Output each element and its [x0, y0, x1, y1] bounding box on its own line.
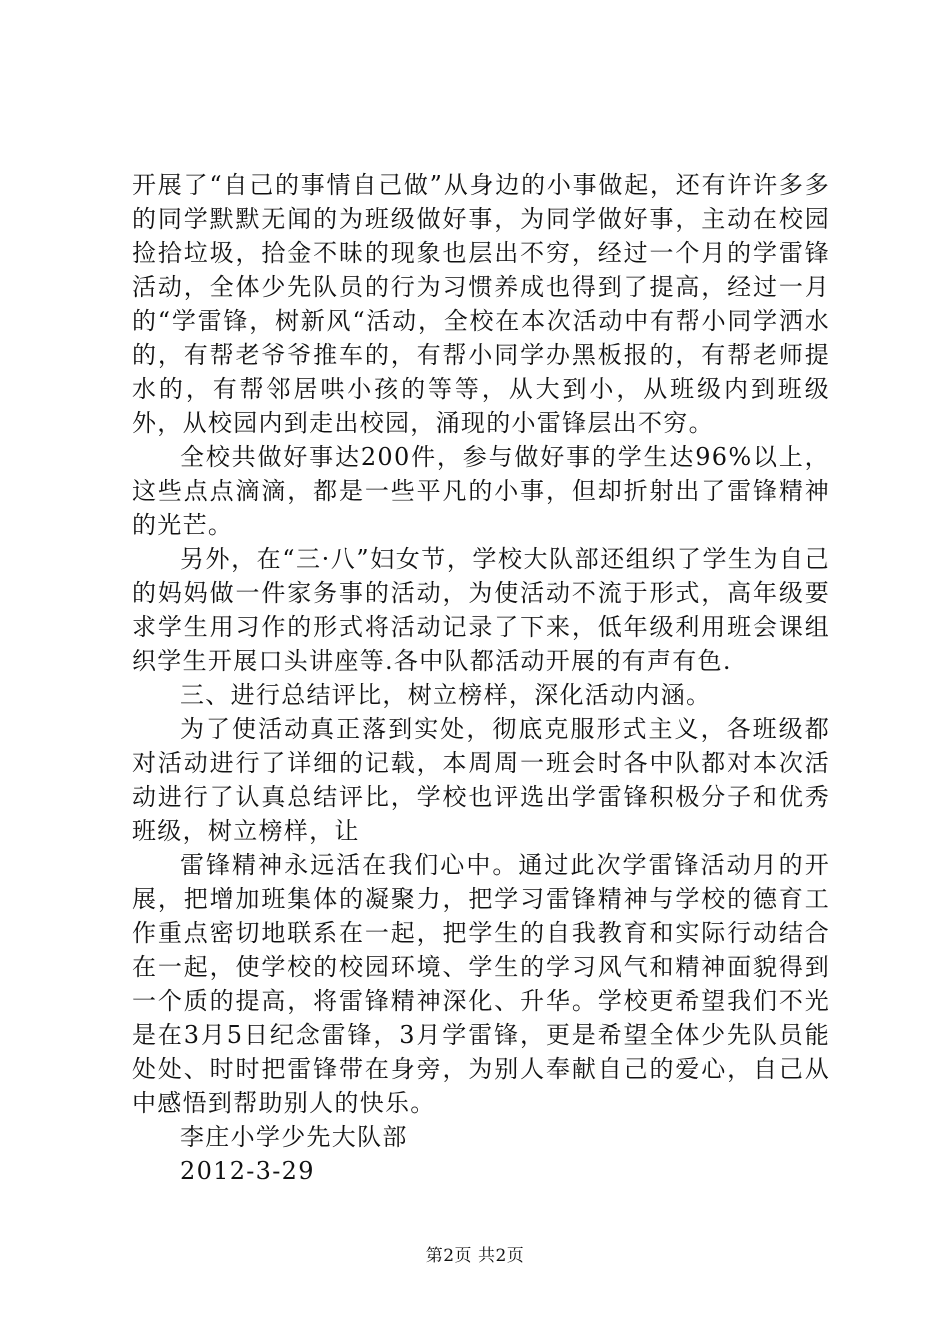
paragraph-5: 雷锋精神永远活在我们心中。通过此次学雷锋活动月的开展，把增加班集体的凝聚力，把学习雷锋精神与学校的德育工作重点密切地联系在一起，把学生的自我教育和实际行动结合在一起，使学校的校园环境、学生的学习风气和精神面貌得到一个质的提高，将雷锋精神深化、升华。学校更希望我们不光是在3月5日纪念雷锋，3月学雷锋，更是希望全体少先队员能处处、时时把雷锋带在身旁，为别人奉献自己的爱心，自己从中感悟到帮助别人的快乐。	[132, 851, 830, 1117]
section-heading-3: 三、进行总结评比，树立榜样，深化活动内涵。	[180, 681, 712, 709]
page-footer: 第2页 共2页	[425, 1246, 525, 1266]
paragraph-2: 全校共做好事达200件，参与做好事的学生达96%以上，这些点点滴滴，都是一些平凡的小事，但却折射出了雷锋精神的光芒。	[132, 443, 830, 539]
signature-organization: 李庄小学少先大队部	[180, 1123, 408, 1151]
paragraph-3: 另外，在“三·八”妇女节，学校大队部还组织了学生为自己的妈妈做一件家务事的活动，为使活动不流于形式，高年级要求学生用习作的形式将活动记录了下来，低年级利用班会课组织学生开展口头讲座等.各中队都活动开展的有声有色.	[132, 545, 830, 675]
document-body	[132, 168, 830, 1188]
signature-date: 2012-3-29	[180, 1157, 315, 1185]
paragraph-4: 为了使活动真正落到实处，彻底克服形式主义，各班级都对活动进行了详细的记载，本周周一班会时各中队都对本次活动进行了认真总结评比，学校也评选出学雷锋积极分子和优秀班级，树立榜样，让	[132, 715, 830, 845]
paragraph-1: 开展了“自己的事情自己做”从身边的小事做起，还有许许多多的同学默默无闻的为班级做好事，为同学做好事，主动在校园捡拾垃圾，拾金不昧的现象也层出不穷，经过一个月的学雷锋活动，全体少先队员的行为习惯养成也得到了提高，经过一月的“学雷锋，树新风“活动，全校在本次活动中有帮小同学洒水的，有帮老爷爷推车的，有帮小同学办黑板报的，有帮老师提水的，有帮邻居哄小孩的等等，从大到小，从班级内到班级外，从校园内到走出校园，涌现的小雷锋层出不穷。	[132, 171, 830, 437]
